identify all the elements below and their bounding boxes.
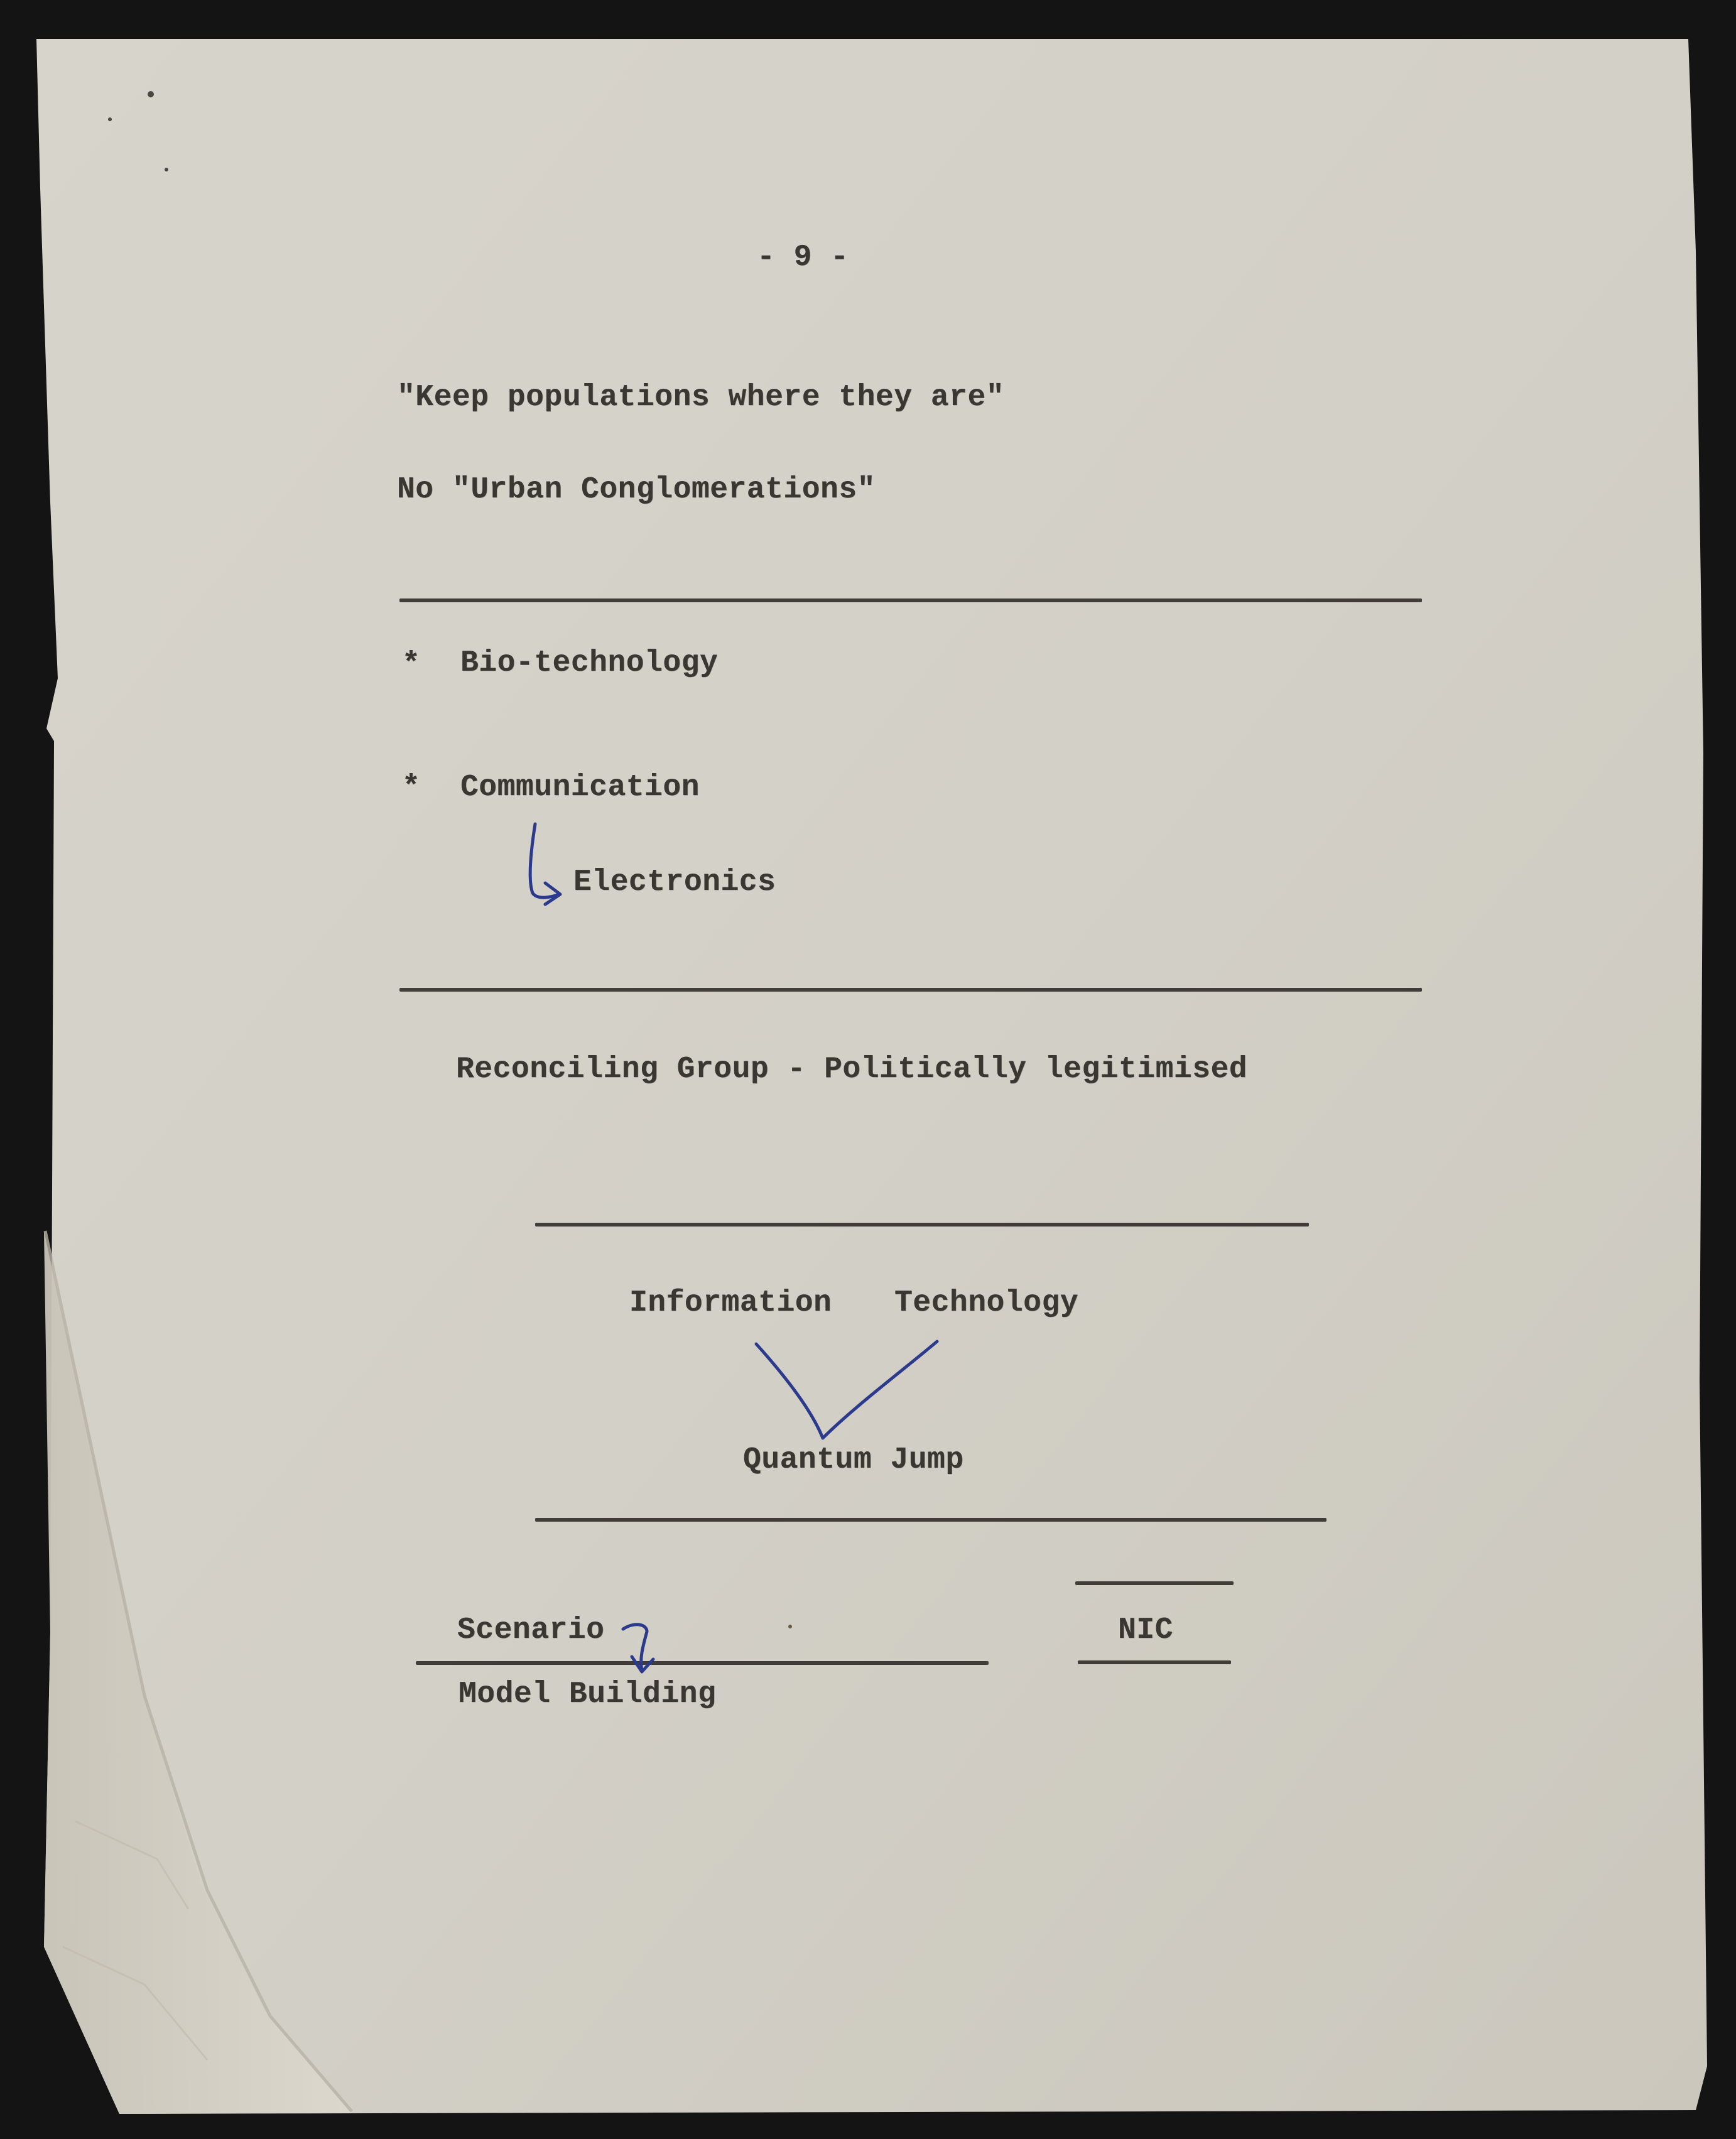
divider-4 bbox=[535, 1518, 1326, 1522]
scenario-underline bbox=[416, 1661, 989, 1665]
nic-top-rule bbox=[1075, 1581, 1234, 1585]
bullet-marker: * bbox=[402, 647, 421, 681]
nic-bottom-rule bbox=[1078, 1660, 1231, 1664]
bullet-marker: * bbox=[402, 771, 421, 804]
label-model-building: Model Building bbox=[458, 1677, 717, 1711]
label-quantum-jump: Quantum Jump bbox=[743, 1443, 964, 1477]
statement-keep-populations: "Keep populations where they are" bbox=[397, 381, 1005, 414]
divider-3 bbox=[535, 1223, 1309, 1227]
label-information: Information bbox=[629, 1286, 832, 1320]
bullet-communication: Communication bbox=[460, 771, 700, 804]
bullet-bio-technology: Bio-technology bbox=[460, 646, 719, 680]
label-nic: NIC bbox=[1118, 1613, 1173, 1647]
reconciling-group-line: Reconciling Group - Politically legitimised bbox=[456, 1053, 1248, 1086]
divider-2 bbox=[399, 988, 1422, 992]
label-scenario: Scenario bbox=[457, 1613, 605, 1647]
page-number: - 9 - bbox=[757, 241, 849, 274]
sub-item-electronics: Electronics bbox=[573, 865, 776, 899]
statement-urban-conglomerations: No "Urban Conglomerations" bbox=[397, 473, 876, 507]
label-technology: Technology bbox=[894, 1286, 1079, 1320]
divider-1 bbox=[399, 598, 1422, 602]
